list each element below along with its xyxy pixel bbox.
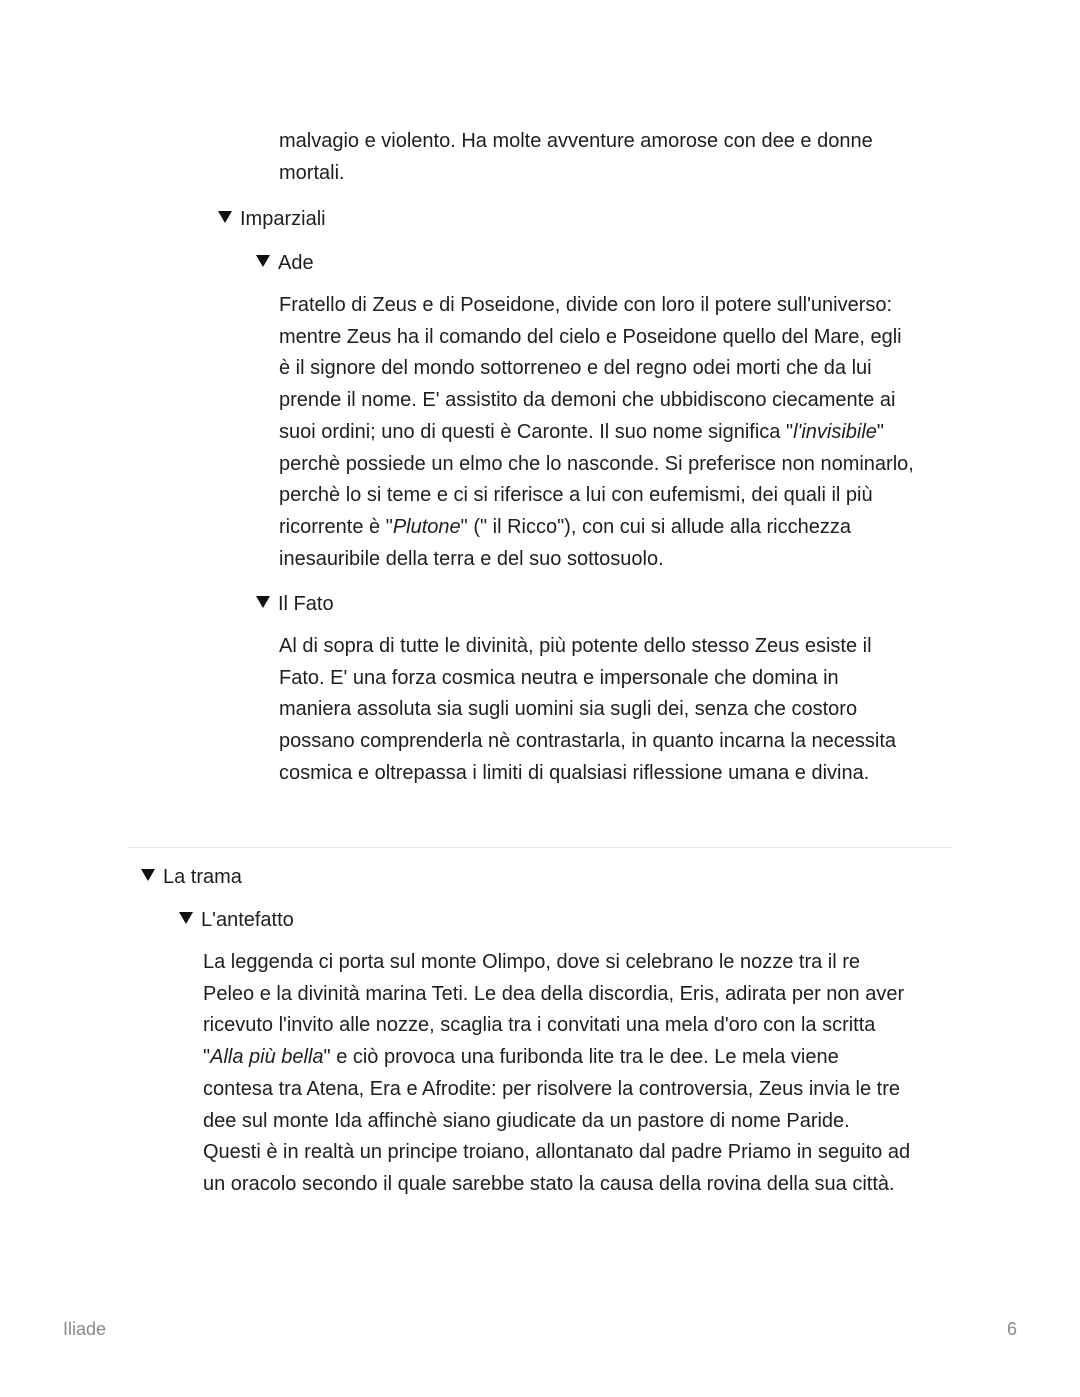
text-line: possano comprenderla nè contrastarla, in quanto incarna la necessita (279, 730, 897, 753)
text-line: maniera assoluta sia sugli uomini sia sugli dei, senza che costoro (279, 698, 858, 721)
text-line: ricevuto l'invito alle nozze, scaglia tra i convitati una mela d'oro con la scritta (203, 1014, 876, 1037)
text-line: contesa tra Atena, Era e Afrodite: per risolvere la controversia, Zeus invia le tre (203, 1077, 901, 1100)
text-line: perchè possiede un elmo che lo nasconde. Si preferisce non nominarlo, (279, 452, 914, 475)
text-line: prende il nome. E' assistito da demoni che ubbidiscono ciecamente ai (279, 389, 896, 412)
text-line: " (" il Ricco"), con cui si allude alla ricchezza (460, 515, 851, 538)
section-divider (127, 847, 953, 848)
antefatto-paragraph (203, 947, 910, 1201)
text-line: malvagio e violento. Ha molte avventure amorose con dee e donne (279, 130, 873, 152)
toggle-label: La trama (163, 866, 242, 888)
text-line: Questi è in realtà un principe troiano, allontanato dal padre Priamo in seguito ad (203, 1141, 911, 1164)
toggle-la-trama[interactable] (141, 863, 242, 891)
text-line: mortali. (279, 161, 345, 184)
text-line: " e ciò provoca una furibonda lite tra le dee. Le mela viene (323, 1046, 839, 1069)
text-line: dee sul monte Ida affinchè siano giudicate da un pastore di nome Paride. (203, 1109, 850, 1132)
fato-paragraph (279, 631, 896, 790)
italic-text: Alla più bella (210, 1046, 324, 1069)
toggle-label: L'antefatto (201, 909, 294, 931)
text-line: Fratello di Zeus e di Poseidone, divide con loro il potere sull'universo: (279, 294, 893, 316)
text-line: suoi ordini; uno di questi è Caronte. Il suo nome significa " (279, 420, 794, 443)
ade-paragraph (279, 290, 914, 575)
text-line: Fato. E' una forza cosmica neutra e impersonale che domina in (279, 666, 839, 689)
triangle-down-icon[interactable] (256, 596, 270, 608)
text-line: è il signore del mondo sottorreneo e del regno odei morti che da lui (279, 357, 872, 380)
text-line: " (203, 1046, 211, 1069)
text-line: perchè lo si teme e ci si riferisce a lui con eufemismi, dei quali il più (279, 484, 873, 507)
text-line: La leggenda ci porta sul monte Olimpo, dove si celebrano le nozze tra il re (203, 951, 861, 973)
toggle-ade[interactable] (256, 249, 314, 277)
triangle-down-icon[interactable] (141, 869, 155, 881)
italic-text: Plutone (392, 515, 461, 538)
toggle-label: Ade (278, 252, 314, 274)
triangle-down-icon[interactable] (256, 255, 270, 267)
toggle-antefatto[interactable] (179, 906, 294, 934)
text-line: un oracolo secondo il quale sarebbe stato la causa della rovina della sua città. (203, 1172, 895, 1195)
toggle-imparziali[interactable] (218, 205, 326, 233)
toggle-label: Imparziali (240, 208, 326, 230)
triangle-down-icon[interactable] (218, 211, 232, 223)
text-line: " (876, 420, 885, 443)
italic-text: l'invisibile (793, 420, 877, 443)
toggle-label: Il Fato (278, 593, 334, 615)
footer-doc-title: Iliade (63, 1319, 107, 1339)
triangle-down-icon[interactable] (179, 912, 193, 924)
continuation-paragraph (279, 126, 873, 189)
text-line: mentre Zeus ha il comando del cielo e Poseidone quello del Mare, egli (279, 325, 902, 348)
text-line: ricorrente è " (279, 515, 393, 538)
text-line: inesauribile della terra e del suo sottosuolo. (279, 547, 664, 570)
text-line: Al di sopra di tutte le divinità, più potente dello stesso Zeus esiste il (279, 635, 872, 657)
footer-page-number: 6 (1006, 1319, 1017, 1339)
toggle-il-fato[interactable] (256, 590, 334, 618)
text-line: cosmica e oltrepassa i limiti di qualsiasi riflessione umana e divina. (279, 761, 870, 784)
text-line: Peleo e la divinità marina Teti. Le dea della discordia, Eris, adirata per non aver (203, 982, 905, 1005)
